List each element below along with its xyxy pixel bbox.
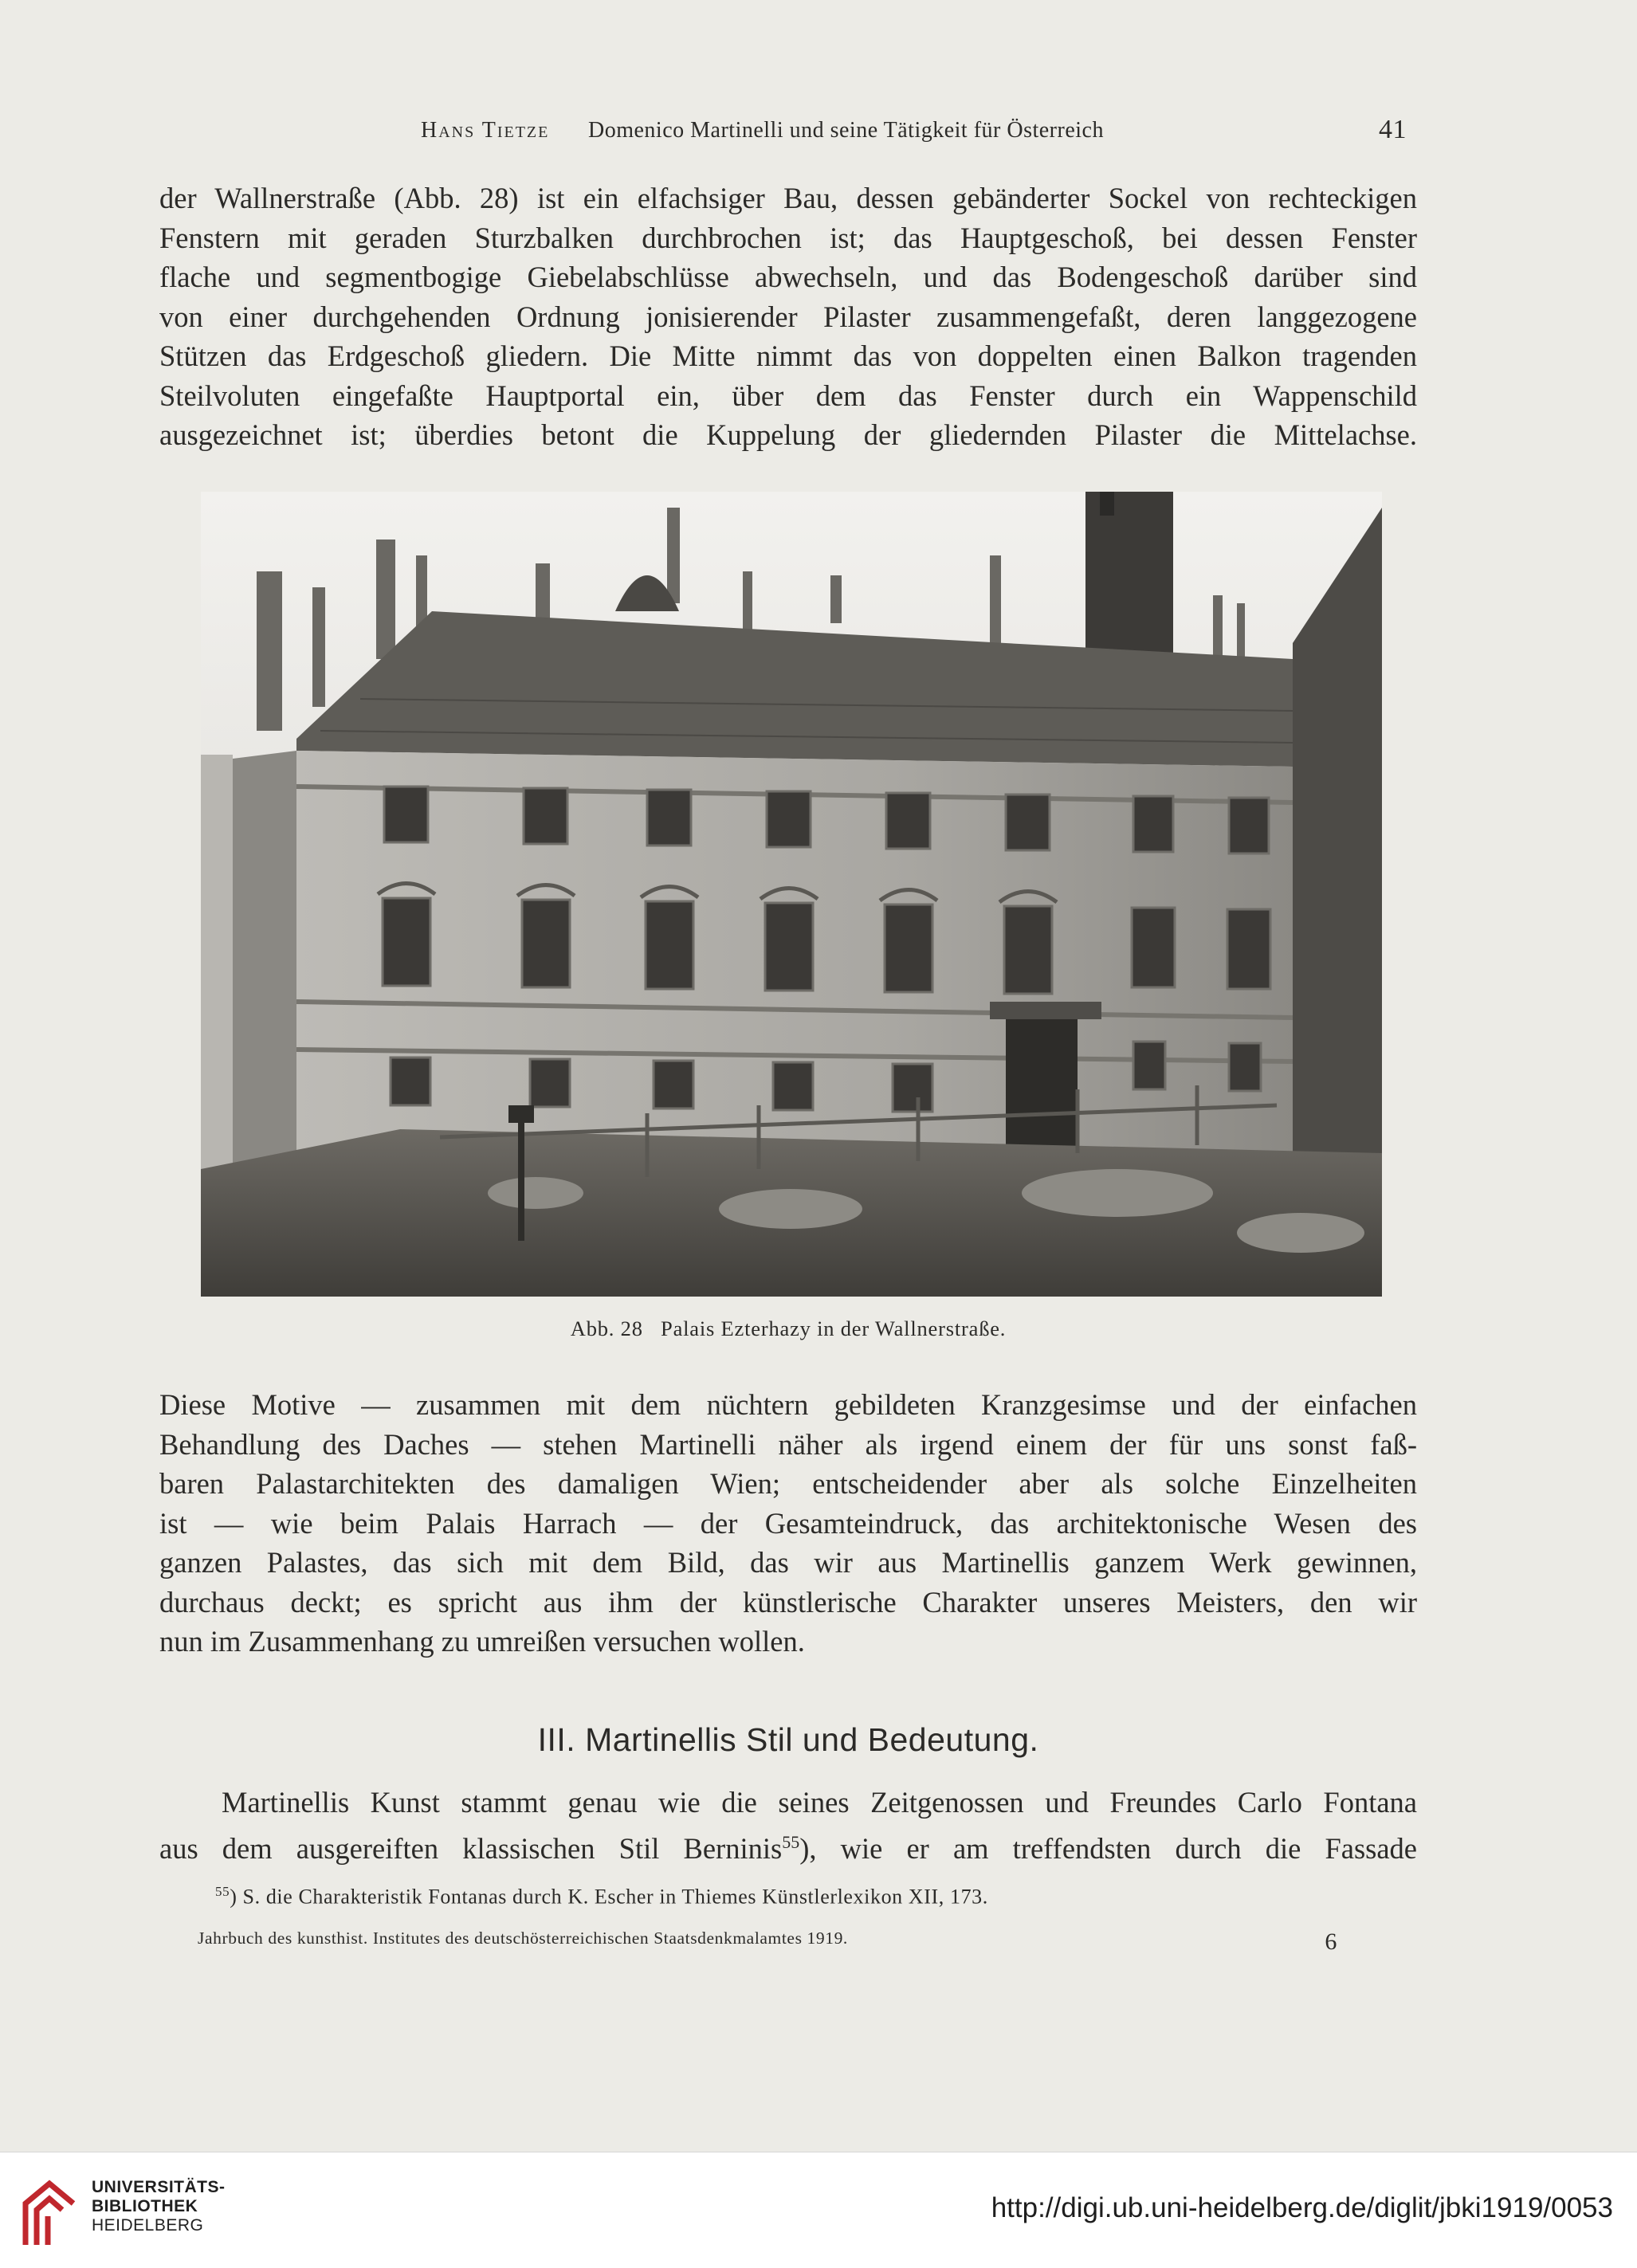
text-line: durchaus deckt; es spricht aus ihm der künstlerische Charakter unseres Meisters, den wir [159, 1585, 1417, 1619]
paragraph-2 [159, 1385, 1417, 1662]
section-heading: III. Martinellis Stil und Bedeutung. [537, 1721, 1039, 1758]
page-number: 41 [1379, 115, 1407, 144]
text-segment: aus dem ausgereiften klassischen Stil Berninis [159, 1831, 783, 1865]
text-line: Martinellis Kunst stammt genau wie die seines Zeitgenossen und Freundes Carlo Fontana [222, 1786, 1417, 1819]
imprint-text: Jahrbuch des kunsthist. Institutes des deutschösterreichischen Staatsdenkmalamtes 1919. [198, 1929, 848, 1948]
figure-caption: Abb. 28 Palais Ezterhazy in der Wallnerstraße. [570, 1316, 1007, 1340]
library-logo-icon[interactable] [18, 2172, 81, 2251]
paragraph-3 [159, 1783, 1417, 1868]
source-url-link[interactable]: http://digi.ub.uni-heidelberg.de/diglit/jbki1919/0053 [991, 2192, 1613, 2223]
text-line [159, 1823, 1417, 1869]
text-line: baren Palastarchitekten des damaligen Wien; entscheidender aber als solche Einzelheiten [159, 1467, 1417, 1500]
text-line: Steilvoluten eingefaßte Hauptportal ein, über dem das Fenster durch ein Wappenschild [159, 379, 1417, 412]
text-line: von einer durchgehenden Ordnung jonisierender Pilaster zusammengefaßt, deren langgezogene [159, 300, 1417, 333]
footnote-reference[interactable]: 55 [782, 1831, 800, 1852]
paragraph-1 [159, 179, 1417, 455]
figure-photograph-palais [201, 492, 1382, 1297]
footnote-marker: 55 [215, 1884, 230, 1899]
text-line: Behandlung des Daches — stehen Martinelli näher als irgend einem der für uns sonst faß- [159, 1427, 1417, 1461]
footnote [215, 1884, 988, 1909]
text-line: der Wallnerstraße (Abb. 28) ist ein elfachsiger Bau, dessen gebänderter Sockel von rechteckigen [159, 182, 1417, 214]
library-name-line: HEIDELBERG [92, 2216, 204, 2235]
library-name-line: BIBLIOTHEK [92, 2197, 198, 2215]
running-head-author: Hans Tietze [421, 118, 550, 143]
imprint-line [198, 1929, 1337, 1955]
text-line: Diese Motive — zusammen mit dem nüchtern gebildeten Kranzgesimse und der einfachen [159, 1388, 1417, 1421]
digitization-footer [0, 2152, 1637, 2268]
building-photo-illustration [201, 492, 1382, 1297]
text-line: nun im Zusammenhang zu umreißen versuchen wollen. [159, 1625, 805, 1658]
footnote-text: ) S. die Charakteristik Fontanas durch K. Escher in Thiemes Künstlerlexikon XII, 173. [230, 1885, 988, 1909]
sheet-number: 6 [1325, 1929, 1337, 1955]
text-line: ist — wie beim Palais Harrach — der Gesamteindruck, das architektonische Wesen des [159, 1506, 1417, 1540]
text-line: ganzen Palastes, das sich mit dem Bild, das wir aus Martinellis ganzem Werk gewinnen, [159, 1546, 1417, 1579]
text-segment: ), wie er am treffendsten durch die Fassade [799, 1831, 1418, 1865]
library-name [92, 2178, 226, 2235]
text-line: Fenstern mit geraden Sturzbalken durchbrochen ist; das Hauptgeschoß, bei dessen Fenster [159, 221, 1417, 254]
text-line: Stützen das Erdgeschoß gliedern. Die Mitte nimmt das von doppelten einen Balkon tragenden [159, 339, 1417, 372]
text-line: flache und segmentbogige Giebelabschlüsse abwechseln, und das Bodengeschoß darüber sind [159, 261, 1417, 293]
text-line: ausgezeichnet ist; überdies betont die Kuppelung der gliedernden Pilaster die Mittelachse. [159, 418, 1417, 451]
running-head-title: Domenico Martinelli und seine Tätigkeit für Österreich [588, 118, 1104, 143]
library-name-line: UNIVERSITÄTS- [92, 2178, 226, 2196]
